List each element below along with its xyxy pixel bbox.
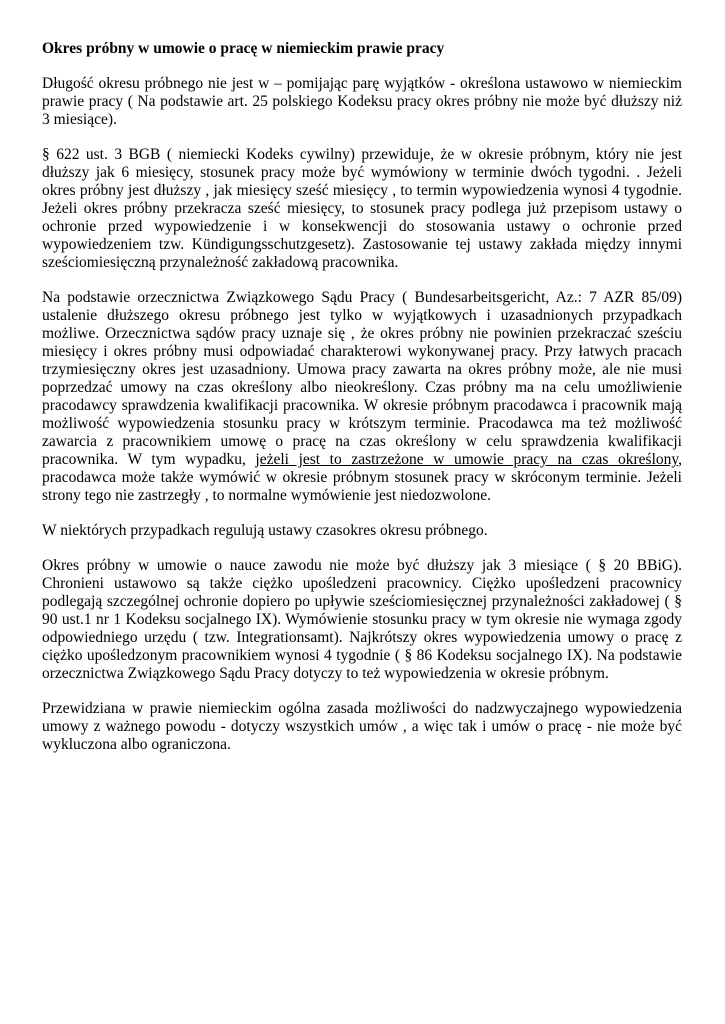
paragraph-case-law-text-1: Na podstawie orzecznictwa Związkowego Sądu Pracy ( Bundesarbeitsgericht, Az.: 7 AZR 85/09) ustalenie dłuższego okresu próbnego jest tylko w wyjątkowych i uzasadnionych przypadkach możliwe. Orzecznictwa sądów pracy uznaje się , że okres próbny nie powinien przekraczać sześciu miesięcy i okres próbny musi odpowiadać charakterowi wykonywanej pracy. Przy łatwych pracach trzymiesięczny okres jest uzasadniony. Umowa pracy zawarta na okres próbny może, ale nie musi poprzedzać umowy na czas określony albo nieokreślony. Czas próbny ma na celu umożliwienie pracodawcy sprawdzenia kwalifikacji pracownika. W okresie próbnym pracodawca i pracownik mają możliwość wypowiedzenia stosunku pracy w krótszym terminie. Pracodawca ma też możliwość zawarcia z pracownikiem umowę o pracę na czas określony w celu sprawdzenia kwalifikacji pracownika. W tym wypadku, bbox=[42, 289, 682, 468]
paragraph-statutes: W niektórych przypadkach regulują ustawy czasokres okresu próbnego. bbox=[42, 522, 488, 539]
document-title: Okres próbny w umowie o pracę w niemieckim prawie pracy bbox=[42, 40, 445, 57]
underlined-clause: jeżeli jest to zastrzeżone w umowie pracy na czas określony bbox=[255, 451, 679, 468]
paragraph-case-law-text-2: , pracodawca może także wymówić w okresie próbnym stosunek pracy w skróconym terminie. Jeżeli strony tego nie zastrzegły , to normalne wymówienie jest niedozwolone. bbox=[42, 451, 682, 504]
paragraph-intro: Długość okresu próbnego nie jest w – pomijając parę wyjątków - określona ustawowo w niemieckim prawie pracy ( Na podstawie art. 25 polskiego Kodeksu pracy okres próbny nie może być dłuższy niż 3 miesiące). bbox=[42, 75, 682, 128]
paragraph-extraordinary-termination: Przewidziana w prawie niemieckim ogólna zasada możliwości do nadzwyczajnego wypowiedzenia umowy z ważnego powodu - dotyczy wszystkich umów , a więc tak i umów o pracę - nie może być wykluczona albo ograniczona. bbox=[42, 700, 682, 753]
paragraph-bgb-622: § 622 ust. 3 BGB ( niemiecki Kodeks cywilny) przewiduje, że w okresie próbnym, który nie jest dłuższy jak 6 miesięcy, stosunek pracy może być wymówiony w terminie dwóch tygodni. . Jeżeli okres próbny jest dłuższy , jak miesięcy sześć miesięcy , to termin wypowiedzenia wynosi 4 tygodnie. Jeżeli okres próbny przekracza sześć miesięcy, to stosunek pracy podlega już przepisom ustawy o ochronie przed wypowiedzenie i w konsekwencji do stosowania ustawy o ochronie przed wypowiedzeniem tzw. Kündigungsschutzgesetz). Zastosowanie tej ustawy zakłada między innymi sześciomiesięczną przynależność zakładową pracownika. bbox=[42, 146, 682, 271]
document-page bbox=[42, 40, 682, 771]
paragraph-case-law bbox=[42, 289, 682, 505]
paragraph-disabled-employees: Okres próbny w umowie o nauce zawodu nie może być dłuższy jak 3 miesiące ( § 20 BBiG). Chronieni ustawowo są także ciężko upośledzeni pracownicy. Ciężko upośledzeni pracownicy podlegają szczególnej ochronie dopiero po upływie sześciomiesięcznej przynależności zakładowej ( § 90 ust.1 nr 1 Kodeksu socjalnego IX). Wymówienie stosunku pracy w tym okresie nie wymaga zgody odpowiedniego urzędu ( tzw. Integrationsamt). Najkrótszy okres wypowiedzenia umowy o pracę z ciężko upośledzonym pracownikiem wynosi 4 tygodnie ( § 86 Kodeksu socjalnego IX). Na podstawie orzecznictwa Związkowego Sądu Pracy dotyczy to też wypowiedzenia w okresie próbnym. bbox=[42, 557, 682, 682]
